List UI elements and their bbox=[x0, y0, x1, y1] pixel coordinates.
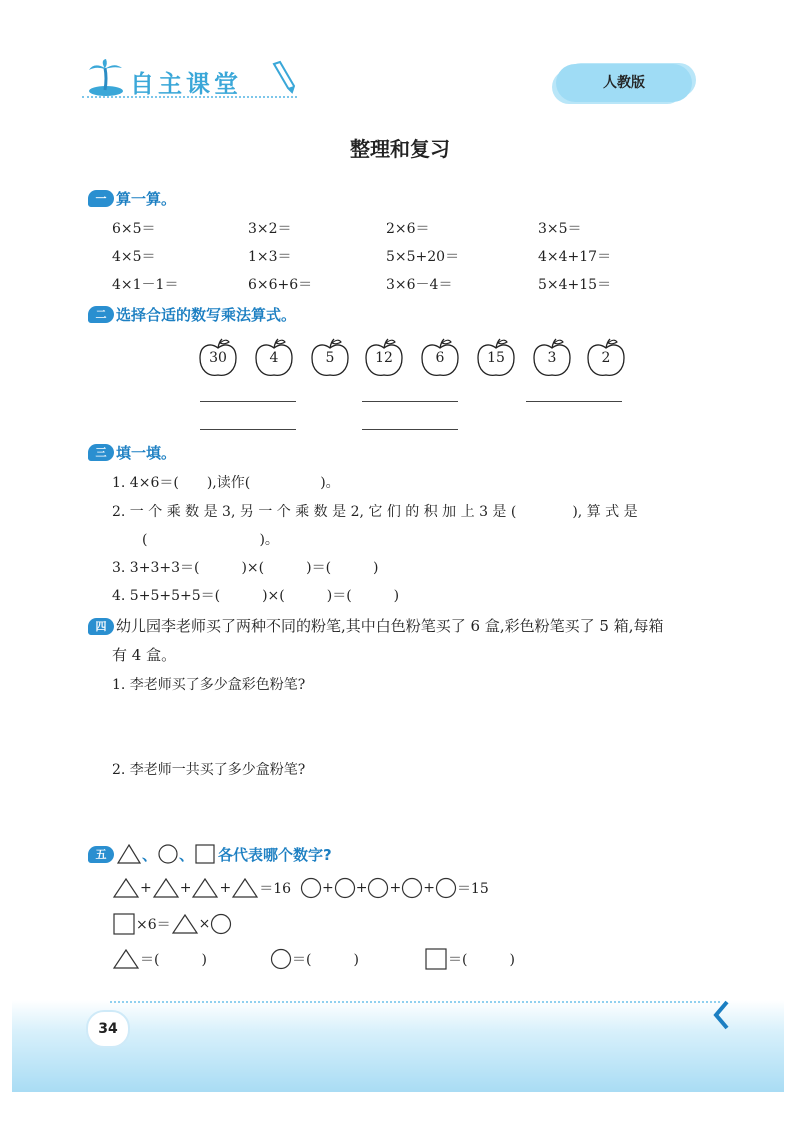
answer-line bbox=[200, 401, 296, 402]
apple-label: 2 bbox=[601, 350, 611, 366]
plus-sign: + bbox=[140, 880, 152, 896]
triangle-answer[interactable]: ＝( ) bbox=[140, 952, 207, 968]
problem: 2×6＝ bbox=[386, 221, 430, 237]
square-answer[interactable]: ＝( ) bbox=[448, 952, 515, 968]
question-4: 4. 5+5+5+5＝( )×( )＝( ) bbox=[112, 588, 400, 604]
problem: 6×5＝ bbox=[112, 221, 156, 237]
apple-number bbox=[252, 336, 296, 380]
circle-icon bbox=[435, 877, 457, 899]
problem: 6×6+6＝ bbox=[248, 277, 313, 293]
palm-tree-icon bbox=[86, 58, 126, 98]
problem: 3×6－4＝ bbox=[386, 277, 453, 293]
apple-label: 30 bbox=[209, 350, 227, 366]
word-problem-line-2: 有 4 盒。 bbox=[112, 646, 177, 664]
heading-separator: 、 bbox=[179, 845, 195, 864]
section-heading-3: 填一填。 bbox=[116, 444, 177, 462]
answer-line bbox=[362, 401, 458, 402]
chevron-left-icon bbox=[712, 1000, 730, 1030]
apple-number bbox=[584, 336, 628, 380]
word-problem-line-1: 幼儿园李老师买了两种不同的粉笔,其中白色粉笔买了 6 盒,彩色粉笔买了 5 箱,每箱 bbox=[116, 617, 664, 635]
plus-sign: + bbox=[423, 880, 435, 896]
page-number: 34 bbox=[86, 1010, 130, 1048]
problem: 4×4+17＝ bbox=[538, 249, 612, 265]
question-3: 3. 3+3+3＝( )×( )＝( ) bbox=[112, 560, 379, 576]
circle-icon bbox=[210, 913, 232, 935]
circle-icon bbox=[157, 843, 179, 865]
square-icon bbox=[424, 947, 448, 971]
section-badge-4: 四 bbox=[88, 618, 114, 635]
circle-icon bbox=[367, 877, 389, 899]
triangle-icon bbox=[116, 843, 142, 865]
section-heading-1: 算一算。 bbox=[116, 190, 177, 208]
apple-label: 15 bbox=[487, 350, 505, 366]
page-title: 整理和复习 bbox=[350, 137, 450, 161]
square-icon bbox=[112, 912, 136, 936]
triangle-icon bbox=[171, 913, 199, 935]
footer-dotted-line bbox=[110, 1001, 720, 1003]
triangle-icon bbox=[112, 877, 140, 899]
question-1: 1. 4×6＝( ),读作( )。 bbox=[112, 475, 340, 491]
question-2-line-1: 2. 一 个 乘 数 是 3, 另 一 个 乘 数 是 2, 它 们 的 积 加 上 3 是 ( ), 算 式 是 bbox=[112, 504, 638, 520]
problem: 5×4+15＝ bbox=[538, 277, 612, 293]
apple-label: 4 bbox=[269, 350, 279, 366]
section-badge-2: 二 bbox=[88, 306, 114, 323]
problem: 4×1－1＝ bbox=[112, 277, 179, 293]
circle-answer[interactable]: ＝( ) bbox=[292, 952, 359, 968]
plus-sign: + bbox=[355, 880, 368, 896]
apple-label: 12 bbox=[375, 350, 393, 366]
triangle-icon bbox=[152, 877, 180, 899]
plus-sign: + bbox=[179, 880, 192, 896]
apple-number bbox=[418, 336, 462, 380]
apple-number bbox=[362, 336, 406, 380]
apple-label: 6 bbox=[435, 350, 445, 366]
apple-number bbox=[196, 336, 240, 380]
section-badge-5: 五 bbox=[88, 846, 114, 863]
problem: 3×2＝ bbox=[248, 221, 292, 237]
answer-line bbox=[526, 401, 622, 402]
edition-badge: 人教版 bbox=[556, 64, 692, 102]
section-badge-1: 一 bbox=[88, 190, 114, 207]
apple-number bbox=[530, 336, 574, 380]
section-heading-2: 选择合适的数写乘法算式。 bbox=[116, 306, 297, 324]
brand-title: 自主课堂 bbox=[130, 70, 242, 98]
heading-separator: 、 bbox=[142, 845, 158, 864]
equation-result: ＝15 bbox=[456, 881, 489, 897]
apple-label: 5 bbox=[325, 350, 335, 366]
problem: 1×3＝ bbox=[248, 249, 292, 265]
circle-icon bbox=[334, 877, 356, 899]
plus-sign: + bbox=[322, 880, 334, 896]
problem: 5×5+20＝ bbox=[386, 249, 460, 265]
pencil-icon bbox=[270, 60, 296, 94]
plus-sign: + bbox=[219, 880, 232, 896]
square-icon bbox=[194, 843, 216, 865]
equation-result: ＝16 bbox=[259, 881, 292, 897]
header-dotted-line bbox=[82, 96, 297, 98]
circle-icon bbox=[401, 877, 423, 899]
section-badge-3: 三 bbox=[88, 444, 114, 461]
triangle-icon bbox=[191, 877, 219, 899]
problem: 4×5＝ bbox=[112, 249, 156, 265]
apple-number bbox=[308, 336, 352, 380]
footer-band bbox=[12, 1000, 784, 1092]
triangle-icon bbox=[112, 948, 140, 970]
answer-line bbox=[362, 429, 458, 430]
answer-line bbox=[200, 429, 296, 430]
word-question-1: 1. 李老师买了多少盒彩色粉笔? bbox=[112, 677, 306, 693]
apple-label: 3 bbox=[547, 350, 557, 366]
word-question-2: 2. 李老师一共买了多少盒粉笔? bbox=[112, 762, 306, 778]
circle-icon bbox=[270, 948, 292, 970]
problem: 3×5＝ bbox=[538, 221, 582, 237]
times-six: ×6＝ bbox=[136, 917, 171, 933]
apple-number bbox=[474, 336, 518, 380]
question-2-line-2: ( )。 bbox=[142, 532, 279, 548]
circle-icon bbox=[300, 877, 322, 899]
triangle-icon bbox=[231, 877, 259, 899]
times-sign: × bbox=[198, 916, 211, 932]
section-heading-5: 各代表哪个数字? bbox=[218, 845, 332, 864]
plus-sign: + bbox=[389, 880, 402, 896]
